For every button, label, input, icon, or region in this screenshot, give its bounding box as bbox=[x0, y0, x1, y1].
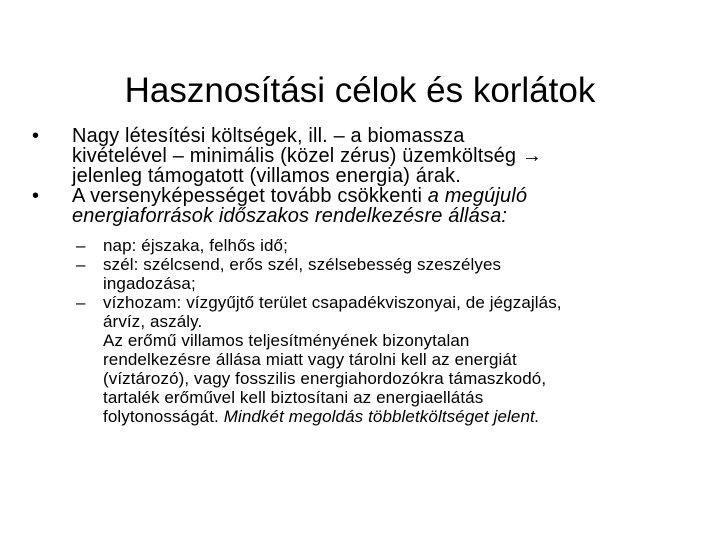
note-text-line: Az erőmű villamos teljesítményének bizonytalan bbox=[103, 331, 470, 350]
sub-text-line: árvíz, aszály. bbox=[103, 312, 203, 331]
note-text-line: (víztározó), vagy fosszilis energiahordozókra támaszkodó, bbox=[103, 369, 547, 388]
bullet-text-line bbox=[72, 206, 700, 226]
bullet-text-line: kivételével – minimális (közel zérus) üzemköltség → bbox=[72, 145, 543, 167]
bullet-marker: • bbox=[32, 125, 40, 147]
dash-marker: – bbox=[76, 255, 86, 274]
bullet-text-italic: a megújuló bbox=[427, 185, 528, 207]
sub-text-line: ingadozása; bbox=[103, 274, 196, 293]
note-text-line bbox=[103, 407, 700, 426]
bullet-text-italic: energiaforrások időszakos rendelkezésre állása: bbox=[72, 205, 508, 227]
bullet-text-line bbox=[72, 186, 700, 206]
sub-text-line: vízhozam: vízgyűjtő terület csapadékviszonyai, de jégzajlás, bbox=[103, 293, 562, 312]
sub-item-sun bbox=[30, 236, 700, 255]
dash-marker: – bbox=[76, 236, 86, 255]
spacer bbox=[30, 226, 700, 236]
note-text-line: rendelkezésre állása miatt vagy tárolni kell az energiát bbox=[103, 350, 517, 369]
slide-title: Hasznosítási célok és korlátok bbox=[124, 71, 596, 111]
sub-text-line: nap: éjszaka, felhős idő; bbox=[103, 236, 288, 255]
bullet-marker: • bbox=[32, 185, 40, 207]
note-text-italic: Mindkét megoldás többletköltséget jelent. bbox=[223, 407, 540, 426]
sub-item-water bbox=[30, 293, 700, 331]
note-text-line: tartalék erőművel kell biztosítani az energiaellátás bbox=[103, 388, 484, 407]
bullet-item-competitiveness bbox=[30, 186, 700, 226]
sub-item-wind bbox=[30, 255, 700, 293]
sub-text-line: szél: szélcsend, erős szél, szélsebesség szeszélyes bbox=[103, 255, 502, 274]
dash-marker: – bbox=[76, 293, 86, 312]
bullet-item-costs bbox=[30, 126, 700, 186]
note-text-plain: folytonosságát. bbox=[103, 407, 224, 426]
slide-body bbox=[30, 126, 700, 426]
bullet-text-line: jelenleg támogatott (villamos energia) árak. bbox=[72, 165, 462, 187]
bullet-text-plain: A versenyképességet tovább csökkenti bbox=[72, 185, 428, 207]
bullet-text-line: Nagy létesítési költségek, ill. – a biomassza bbox=[72, 125, 465, 147]
note-paragraph bbox=[30, 331, 700, 426]
